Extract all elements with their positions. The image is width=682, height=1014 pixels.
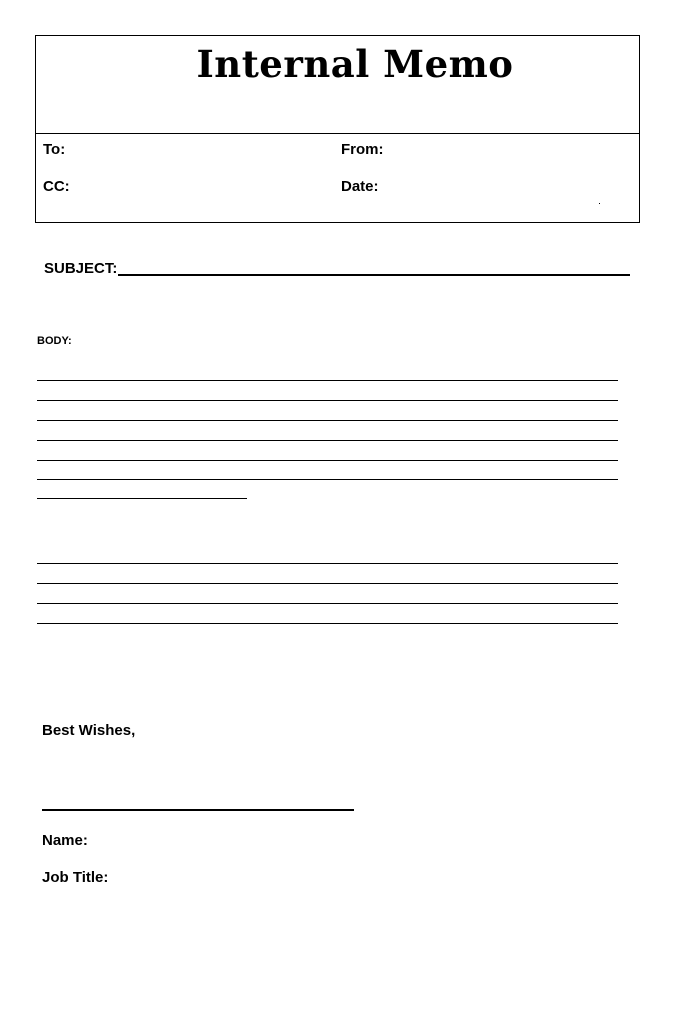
body-line[interactable] [37,623,618,624]
header-divider [35,133,640,134]
cc-label: CC: [43,178,70,195]
body-line[interactable] [37,400,618,401]
body-line[interactable] [37,479,618,480]
closing-text: Best Wishes, [42,722,136,739]
body-line[interactable] [37,460,618,461]
stray-dot [599,203,600,204]
body-line[interactable] [37,563,618,564]
body-line[interactable] [37,420,618,421]
memo-title: Internal Memo [196,42,514,86]
subject-label: SUBJECT: [44,260,118,277]
signature-line[interactable] [42,809,354,811]
body-line[interactable] [37,440,618,441]
name-label: Name: [42,832,88,849]
job-title-label: Job Title: [42,869,109,886]
body-label: BODY: [37,335,72,347]
to-label: To: [43,141,66,158]
date-label: Date: [341,178,379,195]
body-line[interactable] [37,380,618,381]
subject-line[interactable] [118,274,630,276]
body-line-short[interactable] [37,498,247,499]
from-label: From: [341,141,384,158]
body-line[interactable] [37,583,618,584]
body-line[interactable] [37,603,618,604]
